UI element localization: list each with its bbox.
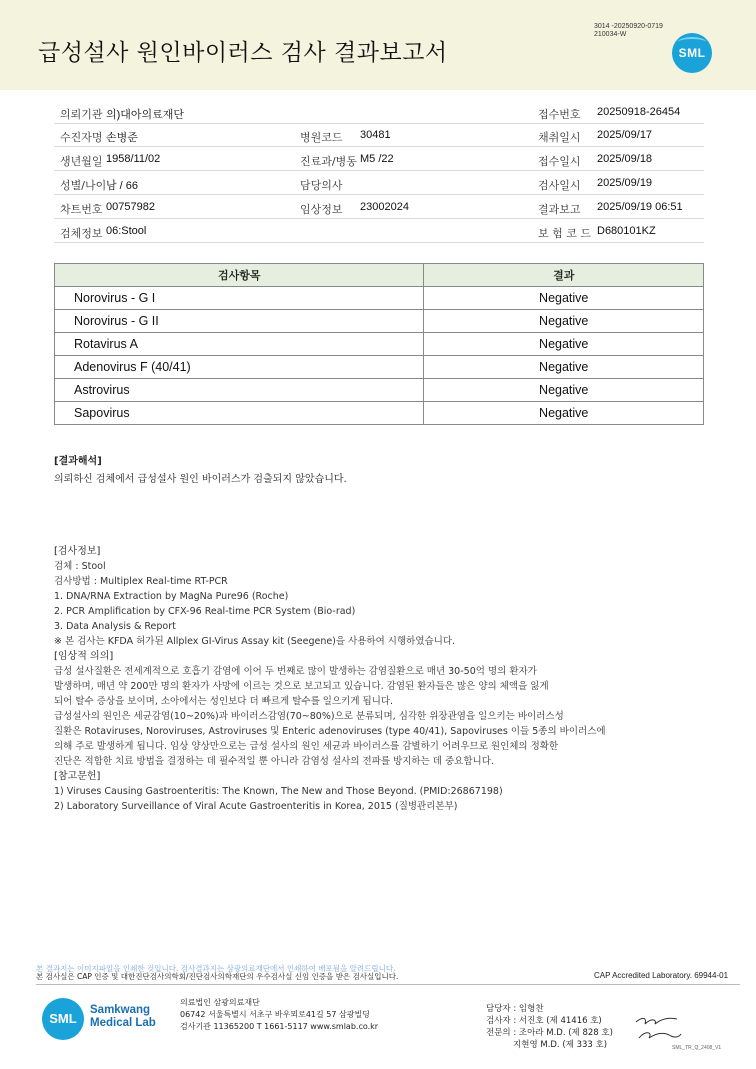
section-heading: [검사정보] <box>54 546 101 557</box>
info-value: D680101KZ <box>597 225 656 237</box>
info-label: 의뢰기관 <box>60 108 103 121</box>
org-line: 06742 서울특별시 서초구 바우뫼로41길 57 삼광빌딩 <box>180 1010 370 1019</box>
info-value: M5 /22 <box>360 153 394 165</box>
test-item-cell: Sapovirus <box>55 402 424 425</box>
info-row <box>54 123 704 147</box>
section-heading: [참고문헌] <box>54 771 101 782</box>
info-value: 1958/11/02 <box>106 153 161 165</box>
info-line: 3. Data Analysis & Report <box>54 621 176 632</box>
staff-line: 전문의 : 조아라 M.D. (제 828 호) <box>486 1028 613 1038</box>
interpretation-title: [결과해석] <box>54 456 102 467</box>
info-label: 검사일시 <box>538 179 581 192</box>
header-test-item: 검사항목 <box>55 264 424 287</box>
samkwang-name: Samkwang Medical Lab <box>90 1004 156 1029</box>
report-header <box>0 0 756 90</box>
staff-line: 지현영 M.D. (제 333 호) <box>486 1040 608 1050</box>
org-line: 의료법인 삼광의료재단 <box>180 998 260 1007</box>
info-label: 차트번호 <box>60 203 103 216</box>
result-cell: Negative <box>424 379 704 402</box>
info-label: 수진자명 <box>60 131 103 144</box>
info-line: 2) Laboratory Surveillance of Viral Acute Gastroenteritis in Korea, 2015 (질병관리본부) <box>54 801 458 812</box>
info-value: 남 / 66 <box>106 180 139 192</box>
samkwang-logo <box>42 996 160 1044</box>
sml-circle-icon <box>42 998 84 1040</box>
organization-info <box>180 997 378 1033</box>
info-line: 질환은 Rotaviruses, Noroviruses, Astroviruses 및 Enteric adenoviruses (type 40/41), Sapoviruses 이들 5종의 바이러스에 <box>54 726 606 737</box>
info-row <box>54 219 704 243</box>
test-item-cell: Astrovirus <box>55 379 424 402</box>
table-row <box>55 379 704 402</box>
info-label: 결과보고 <box>538 203 581 216</box>
info-label: 성별/나이 <box>60 179 107 192</box>
sml-logo-icon <box>672 33 712 73</box>
certification-notice: 본 검사실은 CAP 인증 및 대한진단검사의학회/진단검사의학재단의 우수검사실 신임 인증을 받은 검사실입니다. <box>36 972 399 981</box>
header-result: 결과 <box>424 264 704 287</box>
info-value: 00757982 <box>106 201 155 213</box>
result-cell: Negative <box>424 287 704 310</box>
info-value: 20250918-26454 <box>597 106 681 118</box>
info-value: 23002024 <box>360 201 409 213</box>
info-value: 30481 <box>360 129 391 141</box>
test-information <box>54 544 694 814</box>
table-row <box>55 356 704 379</box>
print-notice: 본 결과지는 이미지파일을 인쇄한 것입니다. 검사결과지는 삼광의료재단에서 인쇄하여 배포됨을 알려드립니다. <box>36 964 396 973</box>
result-cell: Negative <box>424 402 704 425</box>
cap-accreditation: CAP Accredited Laboratory. 69944-01 <box>594 971 729 980</box>
info-value: 06:Stool <box>106 225 147 237</box>
staff-info <box>486 1003 613 1051</box>
info-label: 임상정보 <box>300 203 343 216</box>
info-line: 검사방법 : Multiplex Real-time RT-PCR <box>54 576 228 587</box>
footer-divider <box>36 984 740 985</box>
info-label: 접수번호 <box>538 108 581 121</box>
results-table <box>54 263 704 425</box>
result-cell: Negative <box>424 356 704 379</box>
info-label: 병원코드 <box>300 131 343 144</box>
info-line: 1. DNA/RNA Extraction by MagNa Pure96 (Roche) <box>54 591 289 602</box>
info-line: 급성 설사질환은 전세계적으로 호흡기 감염에 이어 두 번째로 많이 발생하는 감염질환으로 매년 30-50억 명의 환자가 <box>54 666 537 677</box>
form-code: SML_TR_Q_2408_V1 <box>672 1045 722 1051</box>
info-value: 의)대아의료재단 <box>106 109 185 121</box>
result-cell: Negative <box>424 333 704 356</box>
info-row <box>54 171 704 195</box>
info-row <box>54 100 704 124</box>
info-value: 2025/09/18 <box>597 153 653 165</box>
table-row <box>55 333 704 356</box>
info-line: ※ 본 검사는 KFDA 허가된 Allplex GI-Virus Assay kit (Seegene)을 사용하여 시행하였습니다. <box>54 636 456 647</box>
info-label: 담당의사 <box>300 179 343 192</box>
org-line: 검사기관 11365200 T 1661-5117 www.smlab.co.kr <box>180 1022 379 1031</box>
info-label: 보 험 코 드 <box>538 227 591 240</box>
info-line: 되어 탈수 증상을 보이며, 소아에서는 성인보다 더 빠르게 탈수를 일으키게 됩니다. <box>54 696 394 707</box>
signature-icon <box>633 1010 683 1044</box>
section-heading: [임상적 의의] <box>54 651 114 662</box>
info-label: 검체정보 <box>60 227 103 240</box>
info-label: 진료과/병동 <box>300 155 357 168</box>
test-item-cell: Rotavirus A <box>55 333 424 356</box>
info-line: 급성설사의 원인은 세균감염(10~20%)과 바이러스감염(70~80%)으로 분류되며, 심각한 위장관염을 일으키는 바이러스성 <box>54 711 564 722</box>
sml-mark: SML <box>49 1011 77 1026</box>
info-label: 생년월일 <box>60 155 103 168</box>
document-code: 3014 -20250920-0719 210034-W <box>594 23 663 38</box>
table-row <box>55 310 704 333</box>
page-title: 급성설사 원인바이러스 검사 결과보고서 <box>38 40 448 66</box>
info-line: 발생하며, 매년 약 200만 명의 환자가 사망에 이르는 것으로 보고되고 있습니다. 감염된 환자들은 많은 양의 체액을 잃게 <box>54 681 549 692</box>
result-cell: Negative <box>424 310 704 333</box>
table-row <box>55 402 704 425</box>
info-value: 2025/09/17 <box>597 129 653 141</box>
info-line: 1) Viruses Causing Gastroenteritis: The Known, The New and Those Beyond. (PMID:26867198) <box>54 786 503 797</box>
info-row <box>54 195 704 219</box>
results-header-row <box>55 264 704 287</box>
info-line: 진단은 적합한 치료 방법을 결정하는 데 필수적일 뿐 아니라 감염성 설사의 전파를 방지하는 데 중요합니다. <box>54 756 494 767</box>
info-label: 접수일시 <box>538 155 581 168</box>
sml-logo-text: SML <box>678 46 706 60</box>
info-value: 2025/09/19 <box>597 177 653 189</box>
info-value: 손병준 <box>106 132 138 144</box>
info-row <box>54 147 704 171</box>
staff-line: 검사자 : 서진호 (제 41416 호) <box>486 1016 602 1026</box>
staff-line: 담당자 : 임형찬 <box>486 1004 544 1014</box>
test-item-cell: Norovirus - G I <box>55 287 424 310</box>
table-row <box>55 287 704 310</box>
interpretation-text: 의뢰하신 검체에서 급성설사 원인 바이러스가 검출되지 않았습니다. <box>54 474 347 485</box>
info-value: 2025/09/19 06:51 <box>597 201 683 213</box>
info-line: 2. PCR Amplification by CFX-96 Real-time PCR System (Bio-rad) <box>54 606 356 617</box>
info-line: 검체 : Stool <box>54 561 106 572</box>
info-line: 의해 주로 발생하게 됩니다. 임상 양상만으로는 급성 설사의 원인 세균과 바이러스를 감별하기 어려우므로 원인체의 정확한 <box>54 741 559 752</box>
info-label: 채취일시 <box>538 131 581 144</box>
test-item-cell: Norovirus - G II <box>55 310 424 333</box>
test-item-cell: Adenovirus F (40/41) <box>55 356 424 379</box>
